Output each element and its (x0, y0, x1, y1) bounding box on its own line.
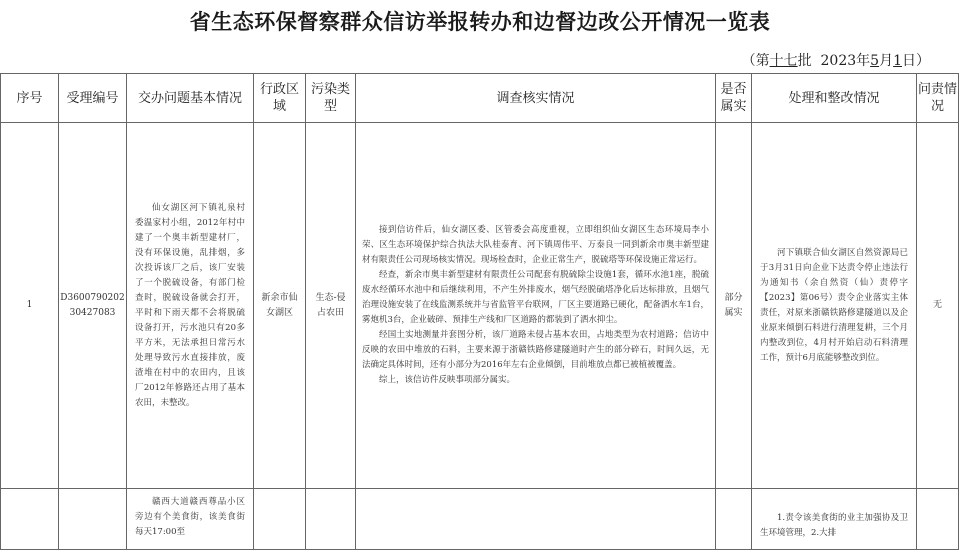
cell-pollution (306, 123, 356, 489)
header-handling: 处理和整改情况 (752, 74, 917, 123)
header-region: 行政区域 (254, 74, 306, 123)
cell-issue (127, 123, 254, 489)
complaint-table (0, 73, 959, 550)
cell-region (254, 123, 306, 489)
cell-seq-2 (1, 489, 59, 550)
batch-year: 2023 (820, 53, 857, 69)
cell-investigation (356, 123, 716, 489)
cell-seq: 1 (1, 123, 59, 489)
handling-text: 河下镇联合仙女湖区自然资源局已于3月31日向企业下达责令停止违法行为通知书（余自然资（仙）责停字【2023】第06号）责令企业落实主体责任，对原来浙赣铁路修建隧道以及企业原来倾倒石料进行清理复耕，三个月内整改到位，4月村开始启动石料清理工作，预计6月底能够整改到位。 (760, 247, 908, 363)
header-accountability: 问责情况 (917, 74, 959, 123)
batch-day: 1 (893, 53, 902, 69)
cell-verified-2 (716, 489, 752, 550)
batch-day-word: 日） (902, 53, 930, 69)
batch-word: 批 (797, 53, 812, 69)
batch-info (742, 50, 930, 70)
table-row (1, 489, 959, 550)
verified-text: 部分属实 (724, 292, 743, 318)
cell-accountability-2 (917, 489, 959, 550)
batch-month: 5 (870, 53, 880, 69)
investigation-para-4: 综上，该信访件反映事项部分属实。 (379, 375, 516, 385)
header-issue: 交办问题基本情况 (127, 74, 254, 123)
handling-text-2: 1.责令该美食街的业主加强协及卫生环境管理，2.大排 (760, 513, 908, 538)
header-investigation: 调查核实情况 (356, 74, 716, 123)
investigation-para-2: 经查，新余市奥丰新型建材有限责任公司配套有脱硫除尘设施1套，循环水池1座，脱硫废水经循环水池中和后继续利用，不产生外排废水，烟气经脱硫塔净化后达标排放，且烟气治理设施安装了在线监测系统并与省监管平台联网，厂区主要道路已硬化，配备洒水车1台，雾炮机3台，企业破碎、预排生产线和厂区道路的都装到了洒水抑尘。 (362, 270, 709, 325)
cell-region-2 (254, 489, 306, 550)
table-header-row (1, 74, 959, 123)
cell-investigation-2 (356, 489, 716, 550)
cell-accountability: 无 (917, 123, 959, 489)
header-accept-no: 受理编号 (59, 74, 127, 123)
cell-verified (716, 123, 752, 489)
page-title: 省生态环保督察群众信访举报转办和边督边改公开情况一览表 (189, 10, 771, 34)
region-text: 新余市仙女湖区 (261, 292, 298, 318)
cell-issue-2 (127, 489, 254, 550)
header-seq: 序号 (1, 74, 59, 123)
batch-open: （第 (741, 53, 770, 69)
cell-handling-2 (752, 489, 917, 550)
investigation-para-3: 经国土实地测量并套图分析，该厂道路未侵占基本农田，占地类型为农村道路；信访中反映的农田中堆放的石料，主要来源于浙赣铁路修建隧道时产生的部分碎石，时间久远，无法确定具体时间，还有小部分为2016年左右企业倾倒，目前堆放点都已被植被覆盖。 (362, 330, 709, 370)
header-verified: 是否属实 (716, 74, 752, 123)
cell-accept-no-2 (59, 489, 127, 550)
cell-pollution-2 (306, 489, 356, 550)
cell-accept-no: D3600790202 30427083 (59, 123, 127, 489)
batch-year-word: 年 (856, 53, 871, 69)
cell-handling (752, 123, 917, 489)
issue-text-2: 赣西大道赣西尊品小区旁边有个美食街，该美食街每天17:00至 (135, 497, 245, 537)
batch-number: 十七 (769, 53, 798, 69)
table-row (1, 123, 959, 489)
investigation-para-1: 接到信访件后，仙女湖区委、区管委会高度重视，立即组织仙女湖区生态环境局李小荣、区生态环境保护综合执法大队桂泰育、河下镇周伟平、万泰良一同到新余市奥丰新型建材有限责任公司现场核实情况。现场检查时，企业正常生产，脱硫塔等环保设施正常运行。 (362, 225, 709, 265)
pollution-text: 生态-侵占农田 (315, 292, 346, 318)
batch-month-word: 月 (879, 53, 894, 69)
issue-text: 仙女湖区河下镇礼泉村委温家村小组，2012年村中建了一个奥丰新型建材厂，没有环保设施，乱排烟，多次投诉该厂之后，该厂安装了一个脱硫设备，有部门检查时，脱硫设备就会打开，平时和下雨天都不会将脱硫设备打开，污水池只有20多平方米，无法承担日常污水处理导致污水直接排放，废渣堆在村中的农田内，且该厂2012年修路还占用了基本农田，未整改。 (135, 202, 245, 408)
header-pollution: 污染类型 (306, 74, 356, 123)
